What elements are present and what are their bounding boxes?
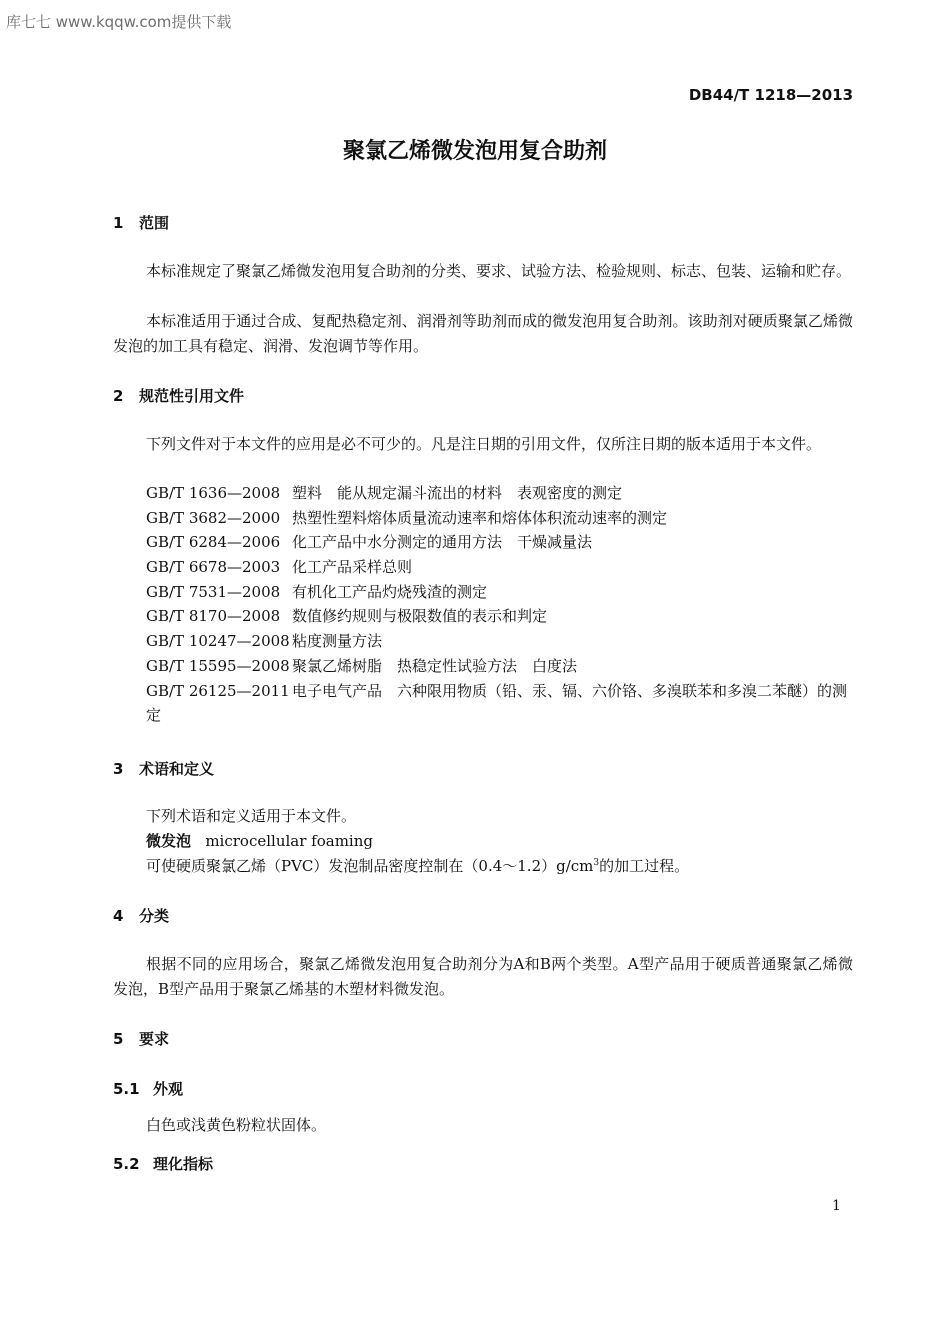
reference-item <box>113 654 858 679</box>
term-definition <box>146 855 689 876</box>
reference-title: 热塑性塑料熔体质量流动速率和熔体体积流动速率的测定 <box>292 508 668 527</box>
reference-code: GB/T 15595—2008 <box>146 656 290 675</box>
reference-item <box>113 506 858 531</box>
reference-code: GB/T 1636—2008 <box>146 484 281 502</box>
section-title: 外观 <box>153 1080 184 1098</box>
definition-text: 可使硬质聚氯乙烯（PVC）发泡制品密度控制在（0.4～1.2）g/cm <box>146 857 594 875</box>
section-title: 理化指标 <box>153 1155 214 1173</box>
reference-title: 塑料 能从规定漏斗流出的材料 表观密度的测定 <box>292 484 623 502</box>
section-5-heading <box>113 1028 169 1049</box>
reference-item <box>113 580 858 605</box>
reference-item <box>113 481 858 506</box>
reference-title: 有机化工产品灼烧残渣的测定 <box>292 582 488 601</box>
section-number: 1 <box>113 214 124 232</box>
term-entry <box>146 830 373 851</box>
reference-item <box>113 679 858 728</box>
reference-title: 电子电气产品 六种限用物质（铅、汞、镉、六价铬、多溴联苯和多溴二苯醚）的测定 <box>146 681 848 725</box>
section-3-intro: 下列术语和定义适用于本文件。 <box>146 807 357 825</box>
section-5-2-heading <box>113 1153 213 1174</box>
section-title: 分类 <box>139 907 170 925</box>
document-code: DB44/T 1218—2013 <box>688 86 853 104</box>
definition-text-end: 的加工过程。 <box>599 857 690 875</box>
definition-superscript: 3 <box>593 858 600 868</box>
section-5-1-text: 白色或浅黄色粉粒状固体。 <box>146 1116 327 1134</box>
reference-code: GB/T 3682—2000 <box>146 508 281 527</box>
page-title: 聚氯乙烯微发泡用复合助剂 <box>342 139 607 164</box>
section-2-heading <box>113 385 244 406</box>
reference-code: GB/T 7531—2008 <box>146 582 281 601</box>
section-title: 规范性引用文件 <box>139 387 245 405</box>
section-title: 范围 <box>139 214 170 232</box>
reference-item <box>113 555 858 580</box>
reference-title: 化工产品中水分测定的通用方法 干燥减量法 <box>292 533 593 552</box>
section-1-heading <box>113 212 169 233</box>
section-title: 要求 <box>139 1030 170 1048</box>
reference-item <box>113 629 858 654</box>
reference-item <box>113 604 858 629</box>
reference-code: GB/T 26125—2011 <box>146 681 290 700</box>
section-number: 5.1 <box>113 1080 140 1098</box>
watermark-text: 库七七 www.kqqw.com提供下载 <box>6 13 232 31</box>
section-4-heading <box>113 905 169 926</box>
section-3-heading <box>113 758 214 779</box>
section-5-1-heading <box>113 1078 183 1099</box>
section-title: 术语和定义 <box>139 760 215 778</box>
reference-list <box>113 481 858 728</box>
page-number: 1 <box>832 1198 841 1214</box>
reference-title: 粘度测量方法 <box>292 632 383 651</box>
reference-code: GB/T 6678—2003 <box>146 558 281 577</box>
section-number: 5 <box>113 1030 124 1048</box>
section-number: 2 <box>113 387 124 405</box>
reference-code: GB/T 8170—2008 <box>146 607 281 626</box>
term-chinese: 微发泡 <box>146 832 192 850</box>
reference-code: GB/T 10247—2008 <box>146 632 290 651</box>
reference-item <box>113 530 858 555</box>
term-english: microcellular foaming <box>205 832 373 850</box>
section-number: 4 <box>113 907 124 925</box>
reference-title: 聚氯乙烯树脂 热稳定性试验方法 白度法 <box>292 656 578 675</box>
section-2-intro: 下列文件对于本文件的应用是必不可少的。凡是注日期的引用文件，仅所注日期的版本适用于本文件。 <box>146 435 822 453</box>
reference-title: 化工产品采样总则 <box>292 558 413 577</box>
reference-title: 数值修约规则与极限数值的表示和判定 <box>292 607 548 626</box>
section-4-paragraph: 根据不同的应用场合，聚氯乙烯微发泡用复合助剂分为A和B两个类型。A型产品用于硬质普通聚氯乙烯微发泡，B型产品用于聚氯乙烯基的木塑材料微发泡。 <box>113 955 853 998</box>
section-1-paragraph-2: 本标准适用于通过合成、复配热稳定剂、润滑剂等助剂而成的微发泡用复合助剂。该助剂对硬质聚氯乙烯微发泡的加工具有稳定、润滑、发泡调节等作用。 <box>113 312 853 355</box>
section-number: 5.2 <box>113 1155 140 1173</box>
reference-code: GB/T 6284—2006 <box>146 533 281 552</box>
section-1-paragraph-1: 本标准规定了聚氯乙烯微发泡用复合助剂的分类、要求、试验方法、检验规则、标志、包装、运输和贮存。 <box>146 262 852 280</box>
section-number: 3 <box>113 760 124 778</box>
